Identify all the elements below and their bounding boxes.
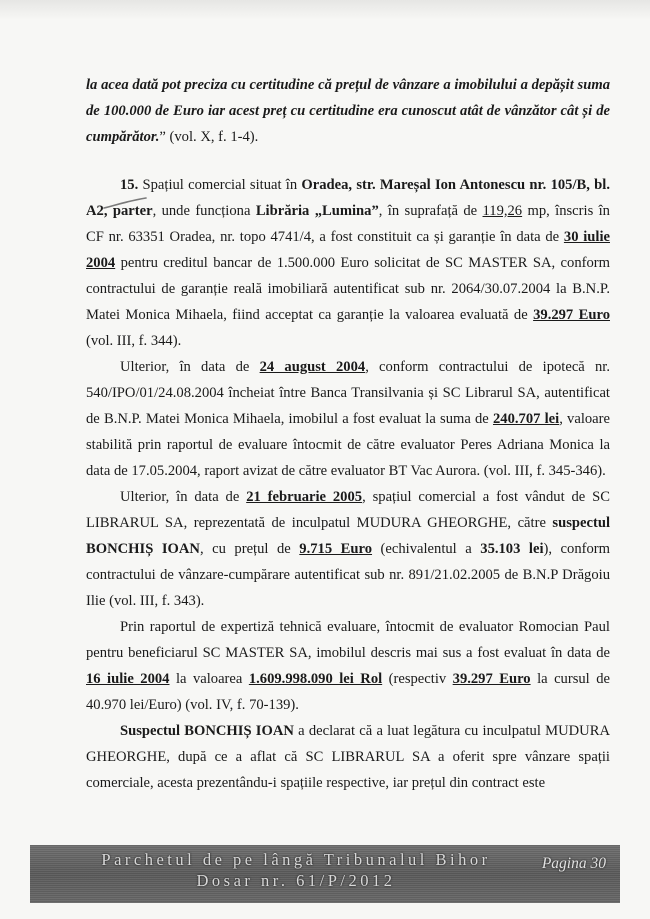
document-body xyxy=(86,72,610,796)
footer-text xyxy=(66,849,526,891)
office-name: Parchetul de pe lângă Tribunalul Bihor xyxy=(101,850,491,869)
text-run: , valoare stabilită prin raportul de evaluare întocmit de către evaluator Peres Adriana Monica la data de 17.05.2004, raport avizat de către evaluator BT Vac Aurora. (vol. III, f. 345-346). xyxy=(86,411,610,479)
surface-area: 119,26 xyxy=(482,203,523,219)
sale-price: 9.715 Euro xyxy=(299,541,373,557)
quote-paragraph xyxy=(86,72,610,150)
text-run: la cursul de 40.970 lei/Euro) (vol. IV, f. 70-139). xyxy=(86,671,610,713)
sale-date: 21 februarie 2005 xyxy=(246,489,363,505)
text-run: , unde funcționa xyxy=(152,203,256,219)
paragraph-expertise xyxy=(86,614,610,718)
paragraph-sale xyxy=(86,484,610,614)
property-location: Oradea, str. Mareșal Ion Antonescu nr. 105/B, bl. A2, parter xyxy=(86,177,610,219)
text-run: , spațiul comercial a fost vândut de SC LIBRARUL SA, reprezentată de inculpatul MUDURA GHEORGHE, către xyxy=(86,489,610,531)
quote-text: la acea dată pot preciza cu certitudine că prețul de vânzare a imobilului a depășit suma de 100.000 de Euro iar acest preț cu certitudine era cunoscut atât de vânzător cât și de cumpărător. xyxy=(86,77,610,145)
paragraph-mortgage xyxy=(86,354,610,484)
expertise-value-euro: 39.297 Euro xyxy=(452,671,531,687)
text-run: la valoarea xyxy=(169,671,249,687)
text-run: (echivalentul a xyxy=(372,541,481,557)
suspect-name: suspectul BONCHIȘ IOAN xyxy=(86,515,610,557)
text-run: , în suprafață de xyxy=(378,203,483,219)
text-run: Ulterior, în data de xyxy=(120,359,260,375)
footer-bar xyxy=(30,845,620,903)
paragraph-statement xyxy=(86,718,610,796)
text-run: Ulterior, în data de xyxy=(120,489,247,505)
quote-reference: ” (vol. X, f. 1-4). xyxy=(159,129,259,145)
case-number: Dosar nr. 61/P/2012 xyxy=(196,871,396,890)
expertise-value-rol: 1.609.998.090 lei Rol xyxy=(248,671,383,687)
text-run: (respectiv xyxy=(382,671,453,687)
scan-edge xyxy=(0,0,650,20)
mortgage-date: 24 august 2004 xyxy=(259,359,366,375)
text-run: , cu prețul de xyxy=(199,541,300,557)
text-run: , conform contractului de ipotecă nr. 540/IPO/01/24.08.2004 încheiat între Banca Transilvania și SC Librarul SA, autentificat de B.N.P. Matei Monica Mihaela, imobilul a fost evaluat la suma de xyxy=(86,359,610,427)
bookshop-name: Librăria „Lumina” xyxy=(255,203,379,219)
expertise-date: 16 iulie 2004 xyxy=(86,671,170,687)
text-run: Prin raportul de expertiză tehnică evaluare, întocmit de evaluator Romocian Paul pentru beneficiarul SC MASTER SA, imobilul descris mai sus a fost evaluat în data de xyxy=(86,619,610,661)
text-run: a declarat că a luat legătura cu inculpatul MUDURA GHEORGHE, după ce a aflat că SC LIBRARUL SA a oferit spre vânzare spații comerciale, acesta prezentându-i spațiile respective, iar prețul din contract este xyxy=(86,723,610,791)
text-run: pentru creditul bancar de 1.500.000 Euro solicitat de SC MASTER SA, conform contractului de garanție reală imobiliară autentificat sub nr. 2064/30.07.2004 la B.N.P. Matei Monica Mihaela, fiind acceptat ca garanție la valoarea evaluată de xyxy=(86,255,610,323)
suspect-heading: Suspectul BONCHIȘ IOAN xyxy=(120,723,294,739)
text-run: Spațiul comercial situat în xyxy=(138,177,302,193)
text-run: (vol. III, f. 344). xyxy=(86,333,182,349)
guarantee-value: 39.297 Euro xyxy=(533,307,610,323)
text-run: mp, înscris în CF nr. 63351 Oradea, nr. topo 4741/4, a fost constituit ca și garanție în data de xyxy=(86,203,610,245)
paragraph-number: 15. xyxy=(120,177,139,193)
page-number: Pagina 30 xyxy=(541,855,606,872)
paragraph-15 xyxy=(86,172,610,354)
mortgage-value: 240.707 lei xyxy=(492,411,560,427)
paragraph-gap xyxy=(86,150,610,172)
text-run: ), conform contractului de vânzare-cumpărare autentificat sub nr. 891/21.02.2005 de B.N.P Drăgoiu Ilie (vol. III, f. 343). xyxy=(86,541,610,609)
guarantee-date: 30 iulie 2004 xyxy=(86,229,610,271)
sale-price-lei: 35.103 lei xyxy=(480,541,544,557)
